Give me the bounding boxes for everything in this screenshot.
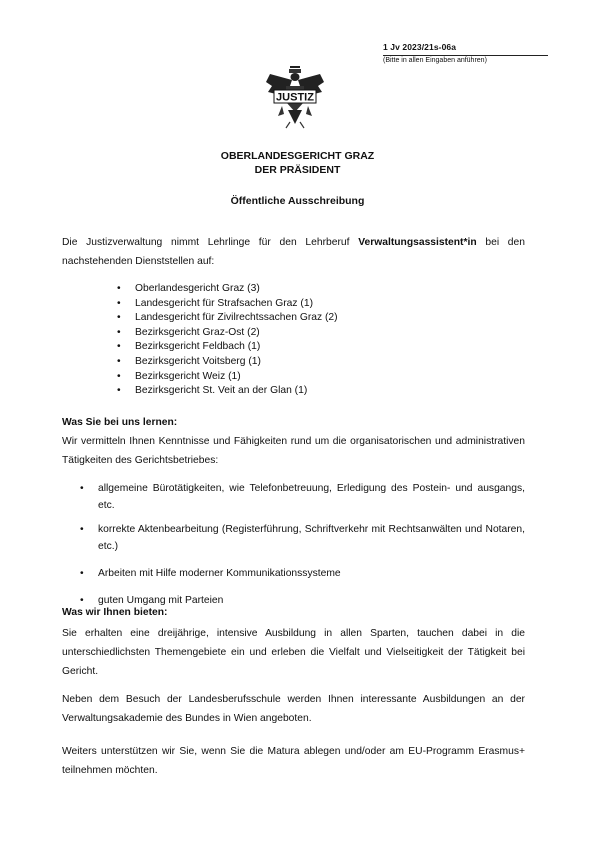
list-item-text: Landesgericht für Zivilrechtssachen Graz (2) bbox=[135, 312, 338, 324]
bullet: • bbox=[80, 595, 84, 606]
bullet: • bbox=[117, 312, 121, 324]
skills-list bbox=[80, 480, 525, 609]
reference-number: 1 Jv 2023/21s-06a bbox=[383, 42, 457, 52]
bullet: • bbox=[117, 297, 121, 309]
office-title: DER PRÄSIDENT bbox=[254, 164, 341, 176]
list-item-text: guten Umgang mit Parteien bbox=[98, 595, 224, 606]
list-item bbox=[117, 282, 338, 297]
list-item bbox=[117, 311, 338, 326]
location-list bbox=[117, 282, 338, 399]
list-item-text: Bezirksgericht Graz-Ost (2) bbox=[135, 326, 260, 338]
offer-paragraph-3: Weiters unterstützen wir Sie, wenn Sie die Matura ablegen und/oder am EU-Programm Erasmus+ teilnehmen möchten. bbox=[62, 746, 525, 776]
list-item bbox=[80, 480, 525, 514]
list-item bbox=[80, 565, 525, 582]
intro-paragraph bbox=[62, 233, 525, 271]
intro-profession: Verwaltungsassistent*in bbox=[358, 237, 477, 248]
bullet: • bbox=[117, 341, 121, 353]
learn-section-title: Was Sie bei uns lernen: bbox=[62, 417, 178, 428]
list-item bbox=[117, 384, 338, 399]
list-item-text: Landesgericht für Strafsachen Graz (1) bbox=[135, 297, 313, 309]
list-item bbox=[117, 355, 338, 370]
justiz-eagle-logo bbox=[264, 66, 326, 130]
reference-underline bbox=[383, 55, 548, 56]
list-item-text: Bezirksgericht Voitsberg (1) bbox=[135, 355, 261, 367]
list-item-text: Bezirksgericht Feldbach (1) bbox=[135, 341, 261, 353]
bullet: • bbox=[80, 483, 84, 494]
list-item bbox=[117, 340, 338, 355]
list-item-text: korrekte Aktenbearbeitung (Registerführung, Schriftverkehr mit Rechtsanwälten und Notaren, etc.) bbox=[98, 524, 525, 552]
offer-section-title: Was wir Ihnen bieten: bbox=[62, 607, 168, 618]
list-item bbox=[80, 521, 525, 555]
list-item bbox=[117, 297, 338, 312]
list-item-text: Arbeiten mit Hilfe moderner Kommunikationssysteme bbox=[98, 568, 341, 579]
offer-paragraph-1: Sie erhalten eine dreijährige, intensive Ausbildung in allen Sparten, tauchen dabei in die unterschiedlichsten Themengebiete ein und erleben die Vielfalt und Vielseitigkeit der Tätigkeit bei Gericht. bbox=[62, 628, 525, 677]
list-item bbox=[117, 370, 338, 385]
list-item-text: Oberlandesgericht Graz (3) bbox=[135, 283, 260, 294]
bullet: • bbox=[117, 326, 121, 338]
list-item-text: Bezirksgericht St. Veit an der Glan (1) bbox=[135, 385, 308, 397]
svg-text:JUSTIZ: JUSTIZ bbox=[276, 91, 314, 104]
bullet: • bbox=[117, 385, 121, 397]
list-item-text: Bezirksgericht Weiz (1) bbox=[135, 370, 241, 382]
court-title: OBERLANDESGERICHT GRAZ bbox=[220, 150, 375, 162]
bullet: • bbox=[117, 355, 121, 367]
list-item-text: allgemeine Bürotätigkeiten, wie Telefonbetreuung, Erledigung des Postein- und ausgangs, etc. bbox=[98, 483, 525, 511]
offer-paragraph-2: Neben dem Besuch der Landesberufsschule werden Ihnen interessante Ausbildungen an der Verwaltungsakademie des Bundes in Wien angeboten. bbox=[62, 694, 525, 724]
intro-text-start: Die Justizverwaltung nimmt Lehrlinge für den Lehrberuf bbox=[62, 237, 359, 248]
reference-note: (Bitte in allen Eingaben anführen) bbox=[383, 57, 487, 64]
list-item bbox=[117, 326, 338, 341]
bullet: • bbox=[117, 370, 121, 382]
learn-paragraph: Wir vermitteln Ihnen Kenntnisse und Fähigkeiten rund um die organisatorischen und administrativen Tätigkeiten des Gerichtsbetriebes: bbox=[62, 436, 525, 466]
bullet: • bbox=[80, 524, 84, 535]
bullet: • bbox=[117, 283, 121, 294]
bullet: • bbox=[80, 568, 84, 579]
subject-title: Öffentliche Ausschreibung bbox=[230, 195, 365, 207]
reference-block bbox=[383, 42, 553, 64]
intro-text-end: bei den nachstehenden Dienststellen auf: bbox=[62, 237, 525, 267]
